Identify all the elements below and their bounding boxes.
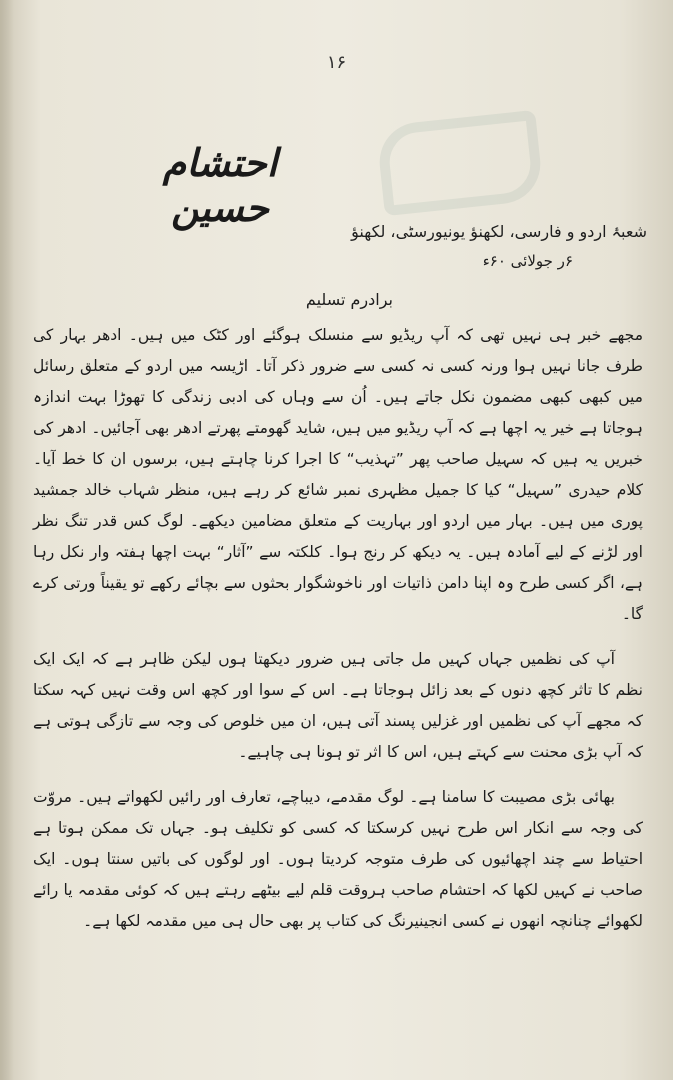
page-gutter-shadow bbox=[0, 0, 14, 1080]
page-number: ۱۶ bbox=[326, 52, 347, 73]
paragraph-2: آپ کی نظمیں جہاں کہیں مل جاتی ہیں ضرور دیکھتا ہوں لیکن ظاہر ہے کہ ایک ایک نظم کا تاثر کچھ دنوں کے بعد زائل ہوجاتا ہے۔ اس کے سوا اور کچھ اس وقت نہیں کہہ سکتا کہ مجھے آپ کی نظمیں اور غزلیں پسند آتی ہیں، ان میں خلوص کی وجہ سے تازگی ہوتی ہے کہ آپ بڑی محنت سے کہتے ہیں، اس کا اثر تو ہونا ہی چاہیے۔ bbox=[33, 650, 643, 761]
paragraph-3: بھائی بڑی مصیبت کا سامنا ہے۔ لوگ مقدمے، دیباچے، تعارف اور رائیں لکھواتے ہیں۔ مروّت کی وجہ سے انکار اس طرح نہیں کرسکتا کہ کسی کو تکلیف ہو۔ جہاں تک ممکن ہوتا ہے احتیاط سے چند اچھائیوں کی طرف متوجہ کردیتا ہوں۔ اور لوگوں کی باتیں سنتا ہوں۔ ایک صاحب نے کہیں لکھا کہ احتشام صاحب ہروقت قلم لیے بیٹھے رہتے ہیں کہ کوئی مقدمہ یا رائے لکھوائے چنانچہ انھوں نے کسی انجینیرنگ کی کتاب پر بھی حال ہی میں مقدمہ لکھا ہے۔ bbox=[33, 788, 643, 930]
sender-address: شعبۂ اردو و فارسی، لکھنؤ یونیورسٹی، لکھنؤ bbox=[351, 222, 647, 241]
ink-bleed-through bbox=[376, 110, 545, 216]
letter-body bbox=[33, 320, 643, 951]
letter-date: ۶ر جولائی ۶۰ء bbox=[482, 252, 573, 270]
letter-author-heading: احتشام حسین bbox=[162, 140, 278, 230]
paragraph-1: مجھے خبر ہی نہیں تھی کہ آپ ریڈیو سے منسلک ہوگئے اور کٹک میں ہیں۔ ادھر بہار کی طرف جانا نہیں ہوا ورنہ کسی نہ کسی سے ضرور ذکر آتا۔ اڑیسہ میں اردو کے متعلق رسائل میں کبھی کبھی مضمون نکل جاتے ہیں۔ اُن سے وہاں کی ادبی زندگی کا تھوڑا بہت اندازہ ہوجاتا ہے خیر یہ اچھا ہے کہ آپ ریڈیو میں ہیں، شاید گھومتے پھرتے ادھر بھی آجائیں۔ ادھر کی خبریں یہ ہیں کہ سہیل صاحب پھر ”تہذیب“ کا اجرا کرنا چاہتے ہیں، برسوں ان کا خط آیا۔ کلام حیدری ”سہیل“ کیا کا جمیل مظہری نمبر شائع کر رہے ہیں، منظر شہاب خالد جمشید پوری میں ہیں۔ بہار میں اردو اور بہاریت کے متعلق مضامین دیکھے۔ لوگ کس قدر تنگ نظر اور لڑنے کے لیے آمادہ ہیں۔ یہ دیکھ کر رنج ہوا۔ کلکتہ سے ”آثار“ بہت اچھا ہفتہ وار نکل رہا ہے، اگر کسی طرح وہ اپنا دامن ذاتیات اور ناخوشگوار بحثوں سے بچائے رکھے تو یقیناً ورتی کرے گا۔ bbox=[33, 326, 643, 623]
salutation: برادرم تسلیم bbox=[305, 290, 393, 309]
